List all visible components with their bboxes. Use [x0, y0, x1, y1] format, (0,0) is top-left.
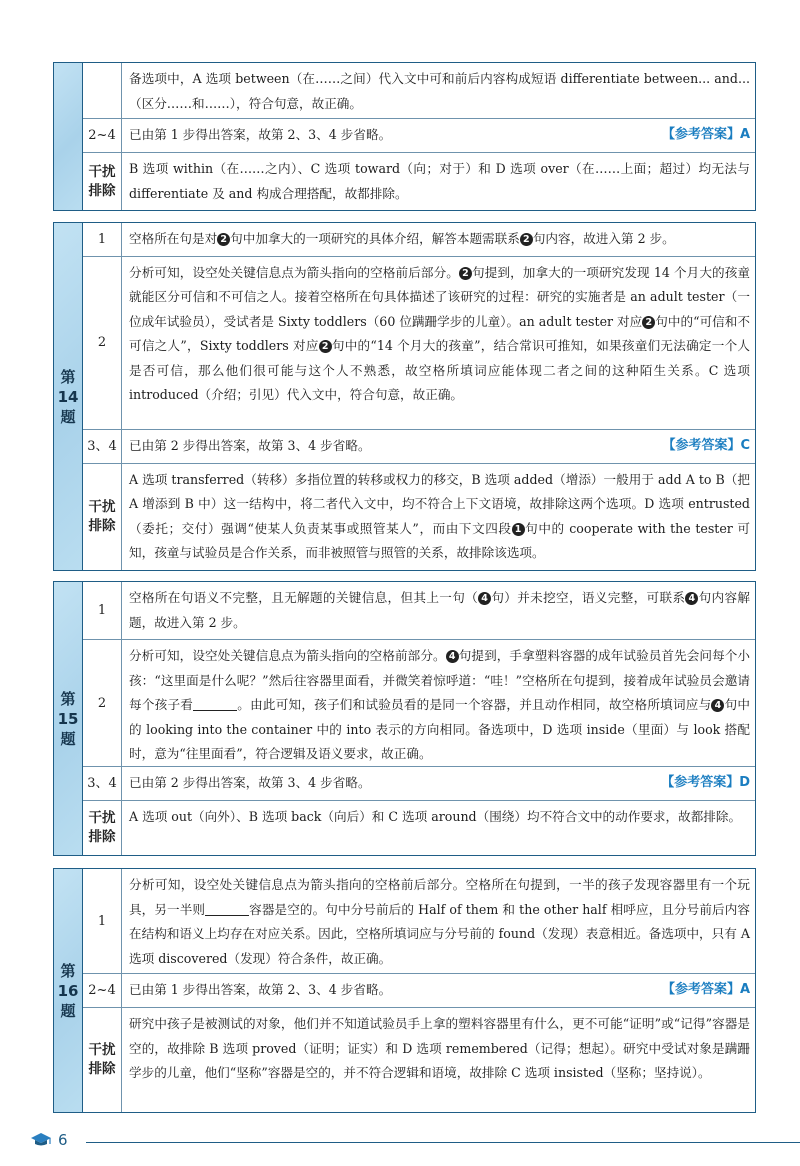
question-number: 15 [57, 709, 79, 728]
text-segment: 分析可知，设空处关键信息点为箭头指向的空格前后部分。 [129, 264, 459, 280]
question-14-label [54, 223, 83, 570]
distractor-label-line1: 干扰 [88, 1042, 116, 1058]
reference-answer: 【参考答案】A [661, 982, 750, 998]
text-segment: 句中的 cooperate with the tester 可知，孩童与试验员是合作关系，而非被照管与照管的关系，故排除该选项。 [129, 520, 750, 561]
step-number: 2~4 [83, 119, 122, 152]
text-segment: 句中加拿大的一项研究的具体介绍，解答本题需联系 [230, 231, 520, 246]
step-content [122, 582, 755, 639]
sentence-ref-icon: 2 [319, 340, 332, 353]
question-13-label [54, 63, 83, 210]
text-segment: 句中的“14 个月大的孩童”，结合常识可推知，如果孩童们无法确定一个人是否可信，那么他们很可能与这个人不熟悉，故空格所填词应能体现二者之间的这种陌生关系。C 选项 introduced（介绍；引见）代入文中，符合句意，故正确。 [129, 338, 751, 403]
distractor-label-line1: 干扰 [88, 163, 116, 180]
step-number: 1 [83, 869, 122, 973]
answer-blank [205, 901, 249, 916]
step-cell [83, 63, 122, 118]
text-segment: 句中的“可信和不可信之人”，Sixty toddlers 对应 [129, 313, 750, 354]
text-segment: 句提到，手拿塑料容器的成年试验员首先会问每个小孩：“这里面是什么呢？”然后往容器里面看，并微笑着惊呼道：“哇！”空格所在句提到，接着成年试验员会邀请每个孩子看 [129, 648, 751, 712]
text-segment: 句）并未挖空，语义完整，可联系 [491, 590, 686, 605]
page-footer [30, 1131, 68, 1149]
reference-answer: 【参考答案】C [662, 438, 750, 454]
question-13-block [53, 62, 756, 211]
text-segment: 分析可知，设空处关键信息点为箭头指向的空格前部分。 [129, 648, 446, 663]
text-segment: 句中的 looking into the container 中的 into 表示的方向相同。备选项中，D 选项 inside（里面）与 look 搭配时，意为“往里面看”，符合逻辑及语义要求，故正确。 [129, 697, 751, 761]
distractor-label-line2: 排除 [88, 517, 116, 534]
sentence-ref-icon: 4 [478, 592, 491, 605]
step-number: 2 [83, 640, 122, 766]
step-number: 2 [83, 257, 122, 430]
sentence-ref-icon: 1 [512, 523, 525, 536]
distractor-content [122, 464, 755, 570]
distractor-label-line1: 干扰 [88, 498, 116, 515]
distractor-label-line2: 排除 [88, 182, 116, 199]
step-content [122, 223, 755, 256]
distractor-label [83, 801, 122, 855]
distractor-label-line2: 排除 [88, 1061, 116, 1077]
distractor-label-line2: 排除 [88, 829, 116, 845]
sentence-ref-icon: 2 [520, 233, 533, 246]
footer-rule [86, 1142, 800, 1143]
page-number: 6 [58, 1131, 68, 1149]
question-14-block [53, 222, 756, 571]
sentence-ref-icon: 2 [642, 316, 655, 329]
text-segment: 空格所在句语义不完整，且无解题的关键信息，但其上一句（ [129, 590, 479, 605]
text-segment: 句内容，故进入第 2 步。 [532, 231, 675, 246]
question-label-prefix: 第 [60, 689, 76, 708]
text-segment: 分析可知，设空处关键信息点为箭头指向的空格前后部分。空格所在句提到，一半的孩子发现容器里有一个玩具，另一半则 [129, 877, 750, 917]
question-label-prefix: 第 [60, 961, 76, 980]
step-content [122, 640, 755, 766]
step-text: 已由第 2 步得出答案，故第 3、4 步省略。 [129, 438, 371, 454]
step-content [122, 430, 755, 463]
step-text: 已由第 2 步得出答案，故第 3、4 步省略。 [129, 775, 371, 791]
question-15-block [53, 581, 756, 856]
distractor-label-line1: 干扰 [88, 810, 116, 826]
question-label-suffix: 题 [60, 1001, 76, 1020]
step-text: 已由第 1 步得出答案，故第 2、3、4 步省略。 [129, 127, 392, 143]
sentence-ref-icon: 2 [217, 233, 230, 246]
question-number: 16 [57, 981, 79, 1000]
step-number: 3、4 [83, 767, 122, 800]
question-label-prefix: 第 [60, 367, 76, 386]
step-number: 1 [83, 582, 122, 639]
reference-answer: 【参考答案】A [661, 127, 750, 143]
step-content: 备选项中，A 选项 between（在……之间）代入文中可和前后内容构成短语 differentiate between... and...（区分……和……），符合句意，故正确。 [129, 71, 750, 111]
step-number: 2~4 [83, 974, 122, 1007]
text-segment: A 选项 transferred（转移）多指位置的转移或权力的移交，B 选项 added（增添）一般用于 add A to B（把 A 增添到 B 中）这一结构中，将二者代入文中，均不符合上下文语境，故排除这两个选项。D 选项 entrusted（委托；交付）强调“使某人负责某事或照管某人”，而由下文四段 [129, 471, 750, 536]
graduation-cap-icon [30, 1132, 52, 1148]
question-label-suffix: 题 [60, 407, 76, 426]
sentence-ref-icon: 4 [711, 699, 724, 712]
text-segment: 容器是空的。句中分号前后的 Half of them 和 the other half 相呼应，且分号前后内容在结构和语义上均存在对应关系。因此，空格所填词应与分号前的 found（发现）表意相近。备选项中，只有 A 选项 discovered（发现）符合条件，故正确。 [129, 901, 750, 966]
distractor-content: B 选项 within（在……之内）、C 选项 toward（向；对于）和 D 选项 over（在……上面；超过）均无法与 differentiate 及 and 构成合理搭配，故都排除。 [129, 161, 750, 201]
text-segment: 空格所在句是对 [129, 231, 218, 246]
distractor-content: A 选项 out（向外）、B 选项 back（向后）和 C 选项 around（围绕）均不符合文中的动作要求，故都排除。 [129, 809, 742, 824]
step-number: 3、4 [83, 430, 122, 463]
step-content [122, 257, 755, 430]
text-segment: 句内容解题，故进入第 2 步。 [129, 590, 751, 630]
sentence-ref-icon: 4 [446, 650, 459, 663]
question-15-label [54, 582, 83, 855]
reference-answer: 【参考答案】D [661, 775, 750, 791]
step-content [122, 767, 755, 800]
sentence-ref-icon: 2 [459, 267, 472, 280]
distractor-content: 研究中孩子是被测试的对象，他们并不知道试验员手上拿的塑料容器里有什么，更不可能“证明”或“记得”容器是空的，故排除 B 选项 proved（证明；证实）和 D 选项 remembered（记得；想起）。研究中受试对象是蹒跚学步的儿童，他们“坚称”容器是空的，并不符合逻辑和语境，故排除 C 选项 insisted（坚称；坚持说）。 [129, 1016, 750, 1080]
step-text: 已由第 1 步得出答案，故第 2、3、4 步省略。 [129, 982, 392, 998]
step-number: 1 [83, 223, 122, 256]
distractor-label [83, 464, 122, 570]
distractor-label [83, 1008, 122, 1112]
sentence-ref-icon: 4 [685, 592, 698, 605]
question-16-block [53, 868, 756, 1113]
step-content [122, 869, 755, 973]
answer-blank [193, 696, 237, 711]
text-segment: 句提到，加拿大的一项研究发现 14 个月大的孩童就能区分可信和不可信之人。接着空格所在句具体描述了该研究的过程：研究的实施者是 an adult tester（一位成年试验员），受试者是 Sixty toddlers（60 位蹒跚学步的儿童）。an adult tester 对应 [129, 264, 750, 329]
step-content [122, 974, 755, 1007]
text-segment: 。由此可知，孩子们和试验员看的是同一个容器，并且动作相同，故空格所填词应与 [237, 697, 712, 712]
question-label-suffix: 题 [60, 729, 76, 748]
step-content [122, 119, 755, 152]
question-16-label [54, 869, 83, 1112]
distractor-label [83, 153, 122, 210]
question-number: 14 [57, 387, 79, 406]
